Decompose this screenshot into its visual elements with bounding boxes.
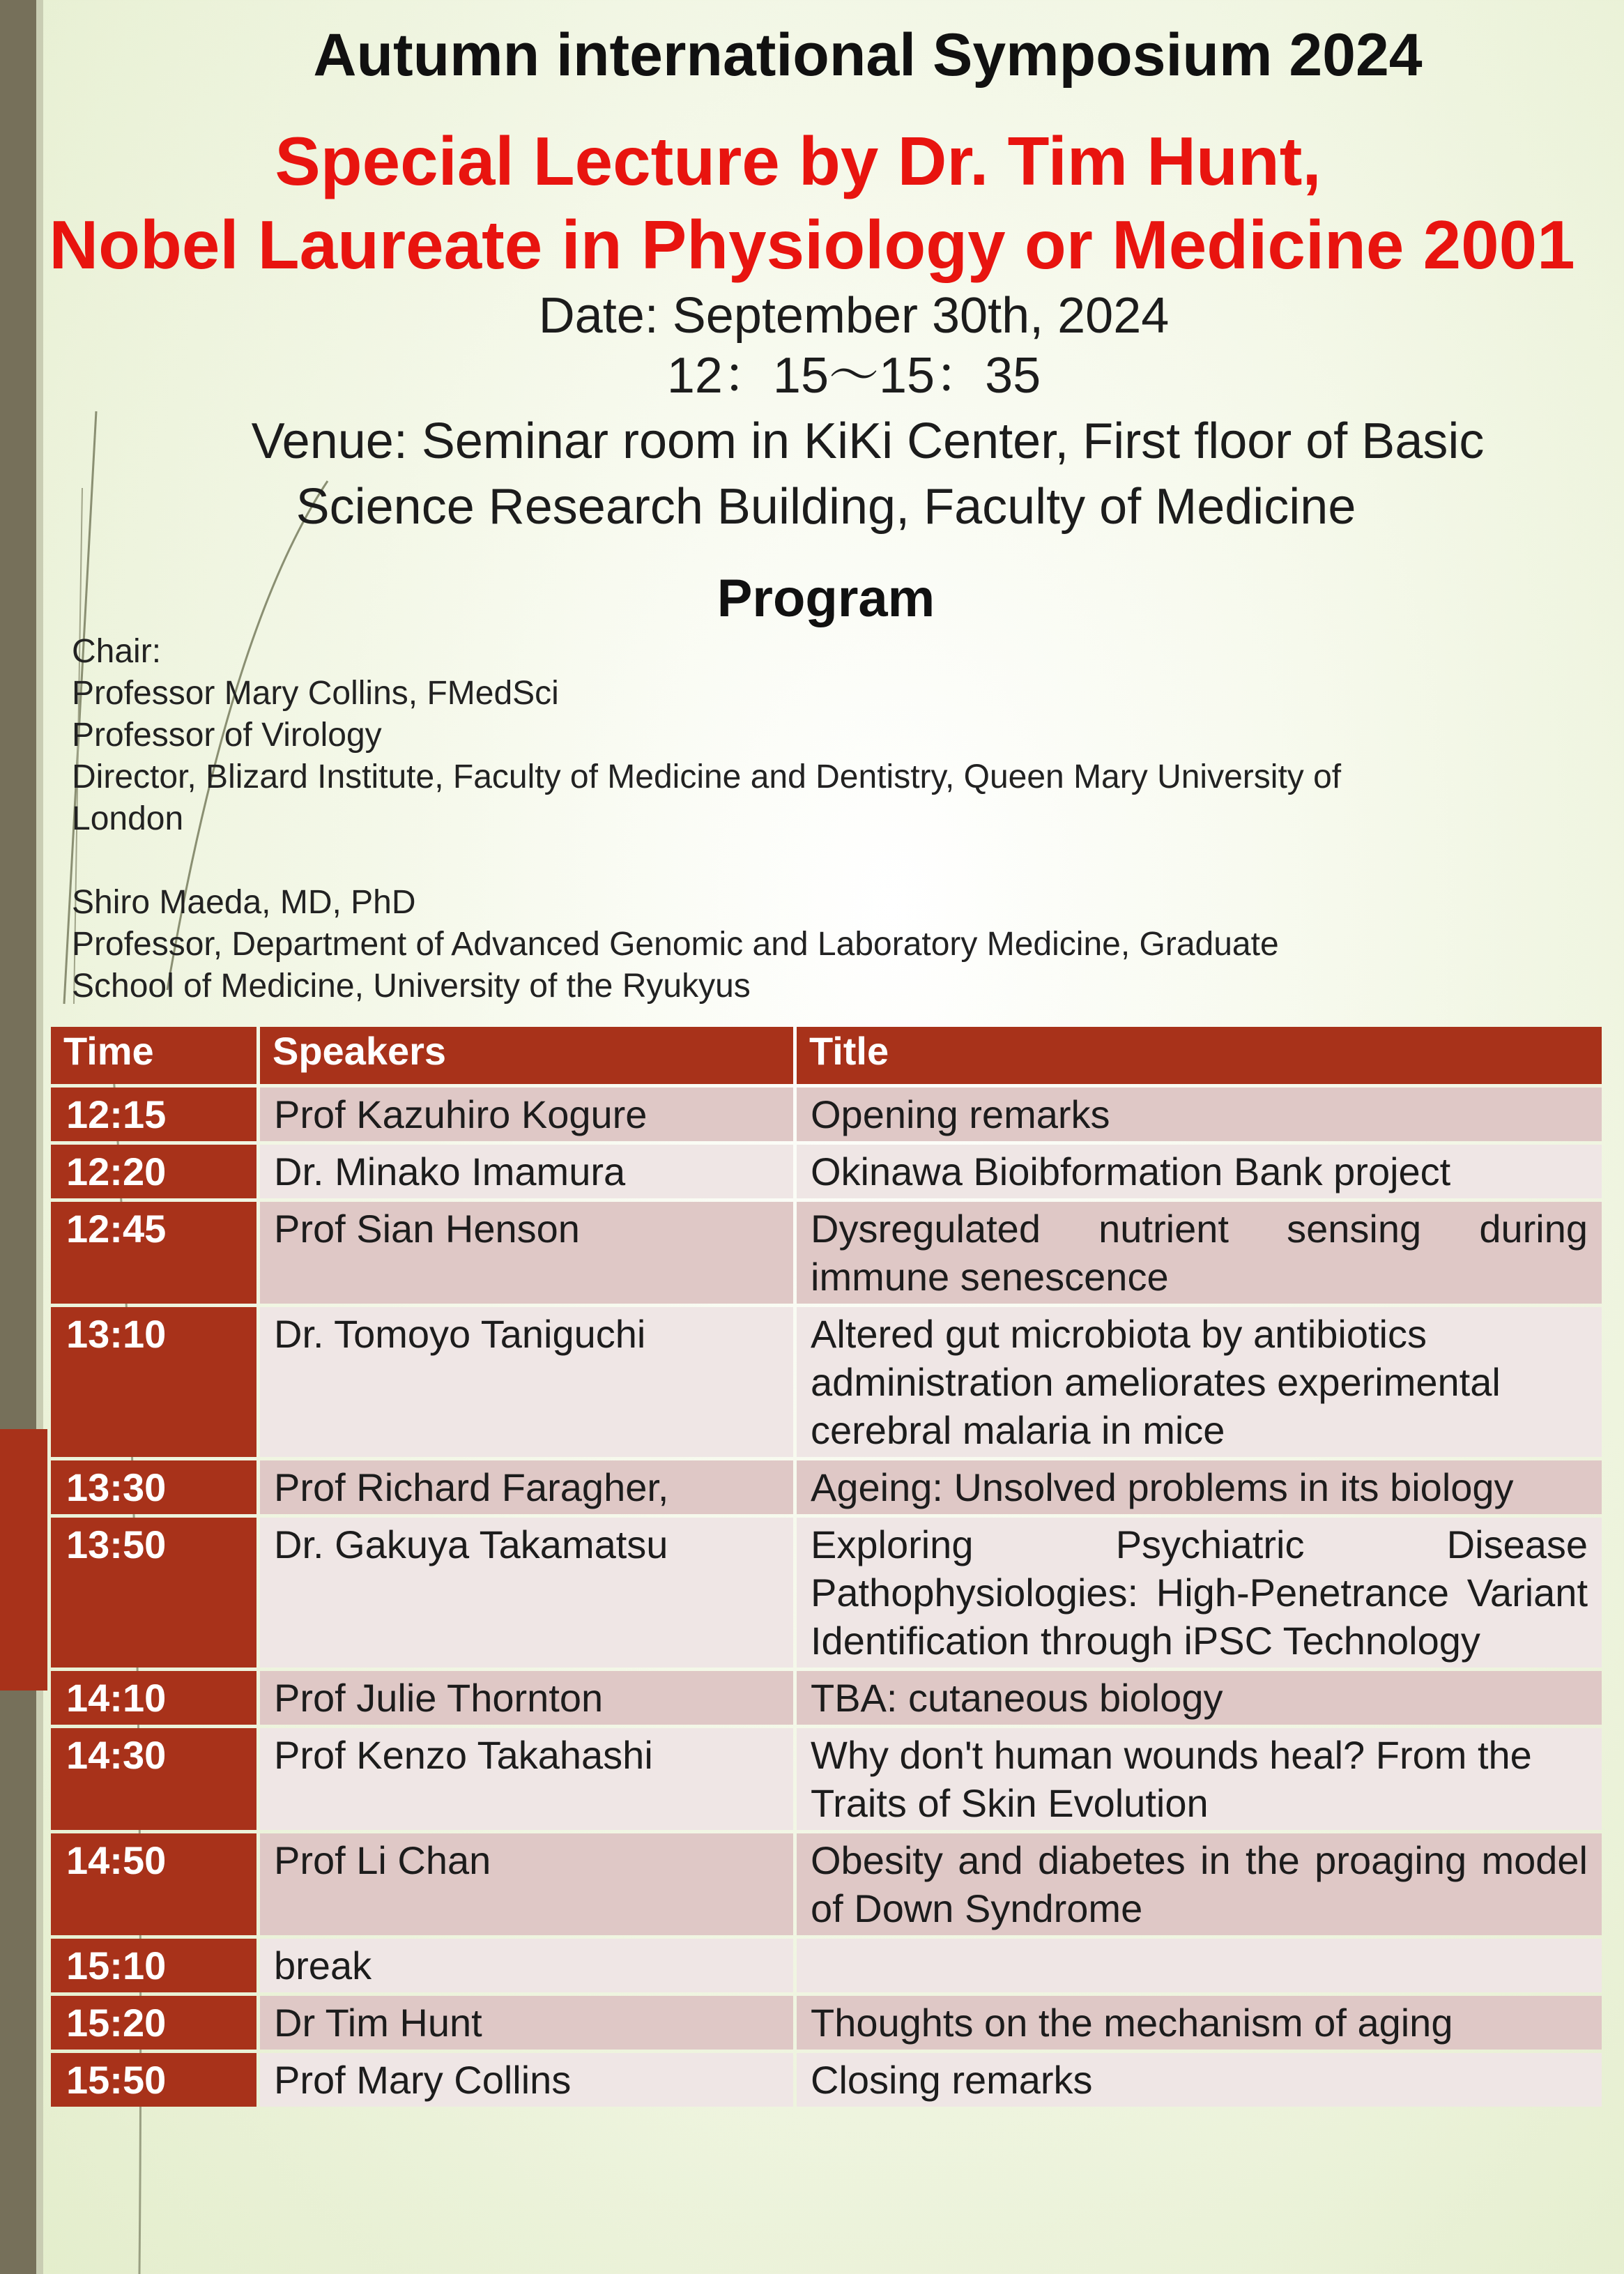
table-row [51,1145,1602,1198]
row-title: Ageing: Unsolved problems in its biology [797,1460,1602,1514]
row-time: 14:10 [51,1671,256,1725]
table-row [51,1307,1602,1457]
symposium-title: Autumn international Symposium 2024 [313,22,1423,89]
row-title: TBA: cutaneous biology [797,1671,1602,1725]
row-title: Okinawa Bioibformation Bank project [797,1145,1602,1198]
table-row [51,1518,1602,1668]
row-speaker: Prof Kenzo Takahashi [260,1728,793,1830]
column-header-time: Time [51,1027,256,1084]
row-speaker: Dr. Gakuya Takamatsu [260,1518,793,1668]
row-title: Opening remarks [797,1088,1602,1141]
row-speaker: Dr. Tomoyo Taniguchi [260,1307,793,1457]
row-speaker: Prof Mary Collins [260,2053,793,2107]
row-time: 12:45 [51,1202,256,1304]
column-header-speakers: Speakers [260,1027,793,1084]
row-time: 15:50 [51,2053,256,2107]
table-row [51,2053,1602,2107]
table-row [51,1671,1602,1725]
row-title [797,1939,1602,1992]
row-title: Obesity and diabetes in the proaging model of Down Syndrome [797,1833,1602,1935]
table-row [51,1833,1602,1935]
table-row [51,1728,1602,1830]
chair2-affiliation-line2: School of Medicine, University of the Ryukyus [72,968,751,1005]
row-title: Dysregulated nutrient sensing during immune senescence [797,1202,1602,1304]
row-time: 15:20 [51,1996,256,2050]
row-speaker: Prof Li Chan [260,1833,793,1935]
row-speaker: Prof Julie Thornton [260,1671,793,1725]
lecture-title-line2: Nobel Laureate in Physiology or Medicine 2001 [49,206,1575,283]
event-date: Date: September 30th, 2024 [538,288,1170,344]
row-time: 14:30 [51,1728,256,1830]
venue-line1: Venue: Seminar room in KiKi Center, First floor of Basic [251,413,1485,469]
table-row [51,1202,1602,1304]
table-row [51,1996,1602,2050]
row-time: 13:50 [51,1518,256,1668]
row-speaker: Prof Sian Henson [260,1202,793,1304]
left-red-accent-block [0,1429,47,1691]
row-time: 15:10 [51,1939,256,1992]
row-speaker: Prof Richard Faragher, [260,1460,793,1514]
event-time: 12：15～15：35 [666,348,1041,404]
lecture-title-line1: Special Lecture by Dr. Tim Hunt, [275,123,1322,199]
chair-section [72,631,1535,1007]
chair1-name: Professor Mary Collins, FMedSci [72,675,559,712]
chair-label: Chair: [72,633,162,670]
row-speaker: break [260,1939,793,1992]
row-time: 14:50 [51,1833,256,1935]
table-header-row [51,1027,1602,1084]
program-heading: Program [717,569,935,628]
chair2-name: Shiro Maeda, MD, PhD [72,884,416,921]
row-speaker: Prof Kazuhiro Kogure [260,1088,793,1141]
row-title: Altered gut microbiota by antibiotics administration ameliorates experimental cerebral malaria in mice [797,1307,1602,1457]
table-row [51,1088,1602,1141]
program-table [47,1023,1605,2110]
row-title: Closing remarks [797,2053,1602,2107]
chair1-affiliation-line2: London [72,800,184,837]
row-title: Why don't human wounds heal? From the Traits of Skin Evolution [797,1728,1602,1830]
row-title: Exploring Psychiatric Disease Pathophysiologies: High-Penetrance Variant Identification through iPSC Technology [797,1518,1602,1668]
row-time: 13:30 [51,1460,256,1514]
chair1-affiliation-line1: Director, Blizard Institute, Faculty of Medicine and Dentistry, Queen Mary University of [72,758,1342,795]
chair2-affiliation-line1: Professor, Department of Advanced Genomic and Laboratory Medicine, Graduate [72,926,1279,963]
row-time: 12:15 [51,1088,256,1141]
row-time: 13:10 [51,1307,256,1457]
chair1-role: Professor of Virology [72,717,382,754]
row-title: Thoughts on the mechanism of aging [797,1996,1602,2050]
left-decorative-stripe [0,0,36,2274]
table-row [51,1939,1602,1992]
table-row [51,1460,1602,1514]
column-header-title: Title [797,1027,1602,1084]
row-time: 12:20 [51,1145,256,1198]
row-speaker: Dr Tim Hunt [260,1996,793,2050]
row-speaker: Dr. Minako Imamura [260,1145,793,1198]
venue-line2: Science Research Building, Faculty of Medicine [296,479,1356,535]
